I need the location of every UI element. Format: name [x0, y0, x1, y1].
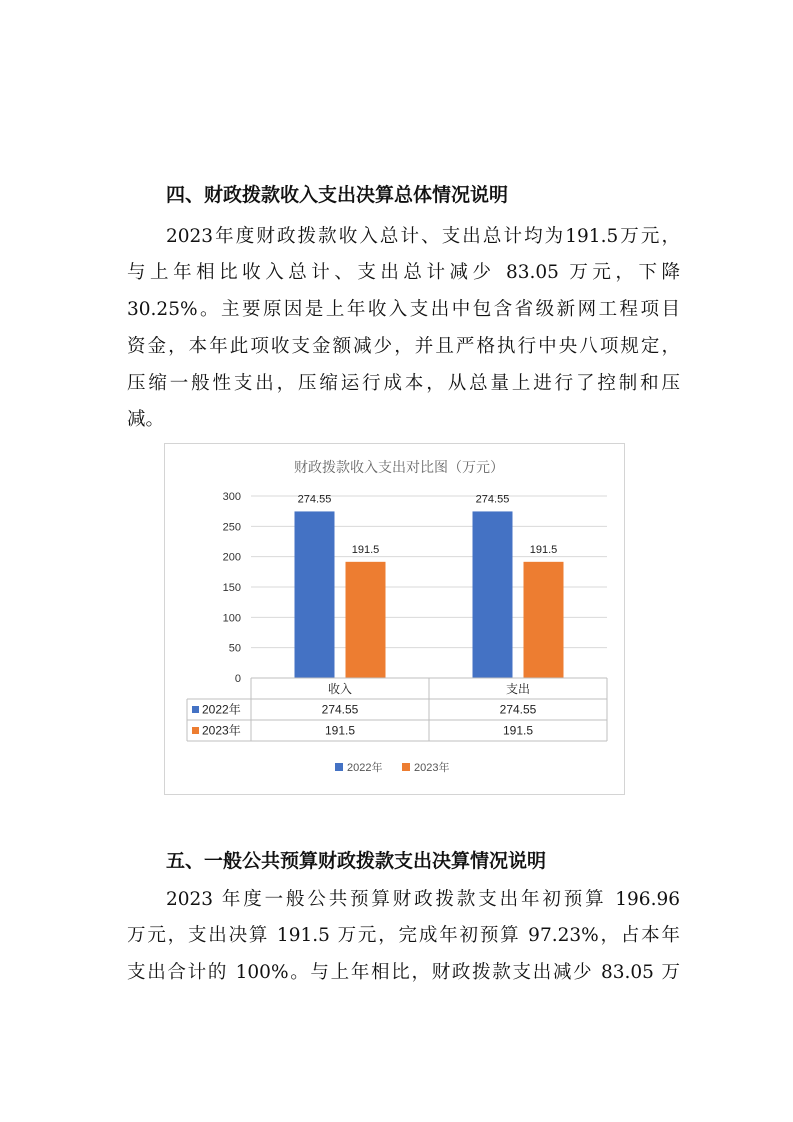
legend-label: 2023年 [414, 762, 450, 774]
data-label: 274.55 [475, 493, 510, 506]
bar [473, 511, 513, 678]
table-series-name: 2022年 [202, 702, 241, 717]
table-series-name: 2023年 [202, 723, 241, 738]
section5-line-1: 2023 年度一般公共预算财政拨款支出年初预算 196.96 [166, 889, 680, 910]
table-category-header: 支出 [505, 682, 531, 696]
legend-label: 2022年 [347, 762, 383, 774]
bar [295, 511, 335, 678]
table-cell: 274.55 [321, 702, 359, 717]
section5-heading: 五、一般公共预算财政拨款支出决算情况说明 [166, 850, 547, 872]
y-tick-label: 300 [222, 491, 241, 503]
bar-chart [165, 444, 624, 794]
table-legend-key [192, 706, 199, 713]
y-tick-label: 200 [222, 551, 241, 564]
bar [524, 562, 564, 678]
section4-line-6: 减。 [127, 409, 165, 430]
section4-heading: 四、财政拨款收入支出决算总体情况说明 [166, 184, 509, 206]
table-legend-key [192, 727, 199, 734]
bar-chart-frame [164, 443, 625, 795]
y-tick-label: 50 [228, 642, 241, 655]
data-label: 191.5 [529, 543, 558, 556]
table-cell: 274.55 [499, 702, 537, 717]
data-label: 191.5 [351, 543, 380, 556]
legend-swatch [335, 763, 343, 771]
table-cell: 191.5 [324, 723, 356, 738]
bar [346, 562, 386, 678]
table-cell: 191.5 [502, 723, 534, 738]
section4-line-3: 30.25%。主要原因是上年收入支出中包含省级新网工程项目 [127, 299, 680, 320]
y-tick-label: 0 [234, 673, 241, 685]
y-tick-label: 150 [222, 582, 241, 594]
table-category-header: 收入 [327, 682, 353, 696]
data-label: 274.55 [297, 493, 332, 506]
section5-line-3: 支出合计的 100%。与上年相比，财政拨款支出减少 83.05 万 [127, 962, 680, 983]
chart-title: 财政拨款收入支出对比图（万元） [294, 460, 504, 476]
section4-line-2: 与上年相比收入总计、支出总计减少 83.05 万元，下降 [127, 262, 680, 283]
y-tick-label: 100 [222, 612, 241, 625]
section5-line-2: 万元，支出决算 191.5 万元，完成年初预算 97.23%，占本年 [127, 925, 680, 946]
section4-line-4: 资金，本年此项收支金额减少，并且严格执行中央八项规定， [127, 336, 680, 357]
y-tick-label: 250 [222, 521, 241, 534]
legend-swatch [402, 763, 410, 771]
section4-line-5: 压缩一般性支出，压缩运行成本，从总量上进行了控制和压 [127, 373, 680, 394]
section4-line-1: 2023年度财政拨款收入总计、支出总计均为191.5万元， [166, 226, 680, 247]
